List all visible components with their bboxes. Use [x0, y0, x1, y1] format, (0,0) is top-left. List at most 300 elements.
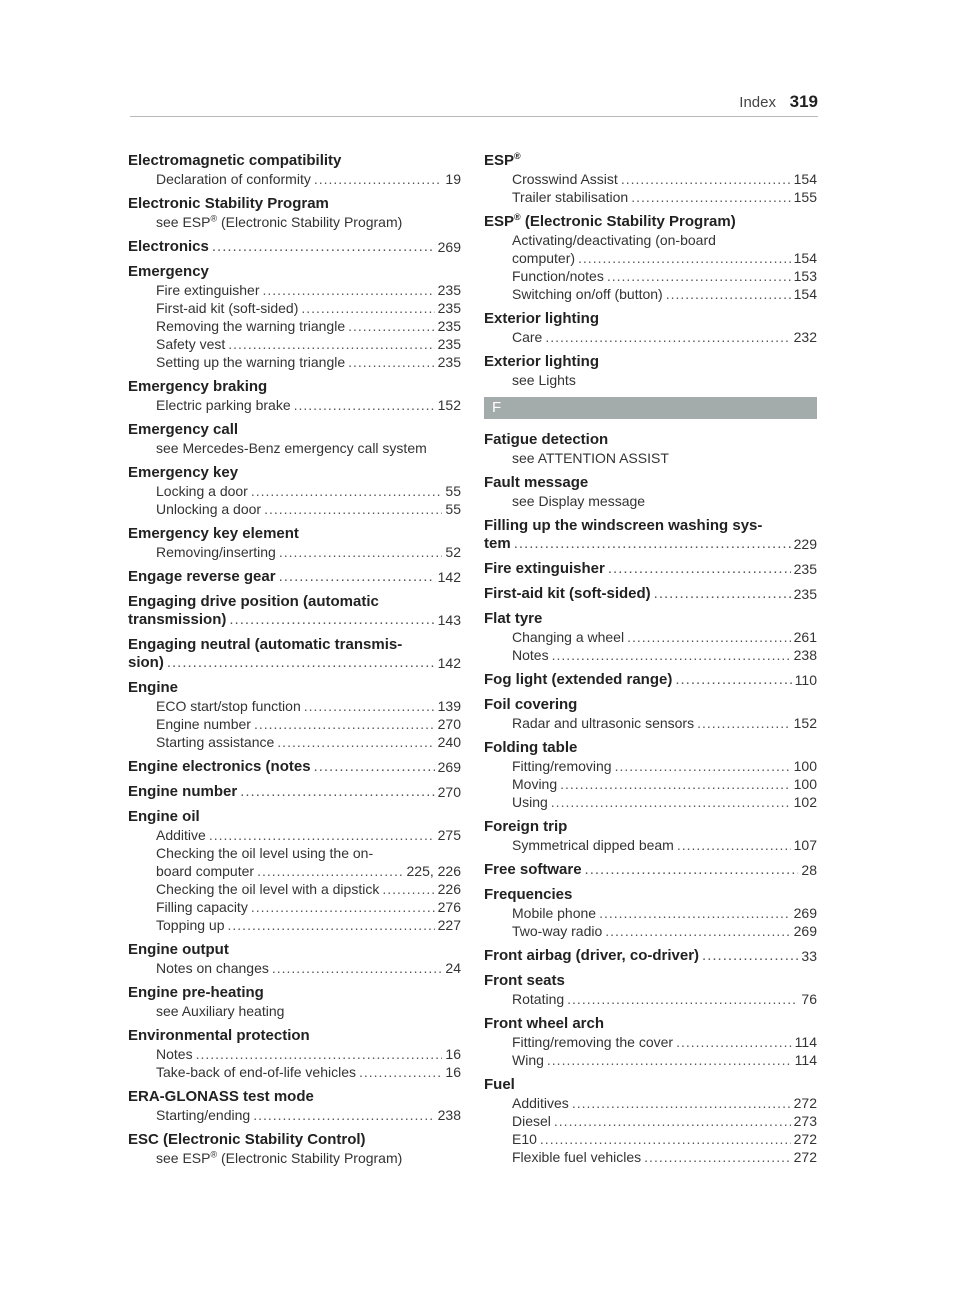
- entry-heading: [484, 818, 817, 836]
- sub-entry: [128, 335, 461, 353]
- entry-heading-text: Engine pre-heating: [128, 984, 264, 1001]
- entry-heading: [484, 474, 817, 492]
- sub-entry: [128, 500, 461, 518]
- sub-entry-text: Crosswind Assist: [512, 171, 618, 187]
- index-entry-engine-pre-heating: [128, 984, 461, 1020]
- index-entry-fuel: [484, 1076, 817, 1166]
- leader-dots: [572, 1094, 791, 1112]
- page-ref: 154: [793, 250, 817, 266]
- leader-dots: [654, 585, 791, 603]
- index-entry-esp: [484, 152, 817, 206]
- page-ref: 272: [793, 1131, 817, 1147]
- page-ref: 16: [445, 1064, 461, 1080]
- entry-heading: [484, 1076, 817, 1094]
- sub-entry-cont: [484, 249, 817, 267]
- index-entry-engine-output: [128, 941, 461, 977]
- sub-entry-text: Changing a wheel: [512, 629, 625, 645]
- page-ref: 232: [793, 329, 817, 345]
- sub-entry-text: Using: [512, 794, 548, 810]
- leader-dots: [697, 714, 791, 732]
- entry-heading-cont: [128, 654, 461, 672]
- page-ref: 100: [793, 758, 817, 774]
- leader-dots: [585, 861, 799, 879]
- leader-dots: [228, 916, 435, 934]
- entry-heading-text: ERA-GLONASS test mode: [128, 1088, 314, 1105]
- sub-entry-text: Care: [512, 329, 543, 345]
- entry-heading-text: ESP®: [484, 151, 521, 169]
- leader-dots: [228, 335, 434, 353]
- page-ref: 33: [801, 948, 817, 964]
- sub-entry: [484, 904, 817, 922]
- page-ref: 235: [437, 282, 461, 298]
- sub-entry: [128, 317, 461, 335]
- entry-heading-text: Foil covering: [484, 696, 578, 713]
- sub-entry-text: see Mercedes-Benz emergency call system: [156, 440, 427, 456]
- sub-entry-text: Fitting/removing: [512, 758, 612, 774]
- sub-entry: [128, 170, 461, 188]
- sub-entry-text: Take-back of end-of-life vehicles: [156, 1064, 356, 1080]
- leader-dots: [251, 482, 443, 500]
- entry-heading: [484, 431, 817, 449]
- entry-heading-text: Engine electronics (notes: [128, 758, 311, 775]
- page-ref: 240: [437, 734, 461, 750]
- entry-heading: [128, 1131, 461, 1149]
- sub-entry-text: Notes on changes: [156, 960, 269, 976]
- entry-heading-text: ESP® (Electronic Stability Program): [484, 212, 736, 230]
- entry-heading: [128, 783, 461, 801]
- index-entry-esc-electronic-stability-control: [128, 1131, 461, 1167]
- sub-entry-text: Checking the oil level with a dipstick: [156, 881, 380, 897]
- entry-heading-text: Engaging neutral (automatic transmis-: [128, 636, 403, 653]
- sub-entry: [128, 733, 461, 751]
- page-ref: 269: [437, 759, 461, 775]
- leader-dots: [229, 611, 434, 629]
- entry-heading-text: Engage reverse gear: [128, 568, 276, 585]
- page-ref: 154: [793, 171, 817, 187]
- sub-entry: [128, 396, 461, 414]
- leader-dots: [540, 1130, 791, 1148]
- entry-heading: [484, 861, 817, 879]
- page-ref: 152: [793, 715, 817, 731]
- entry-heading-text: Folding table: [484, 739, 578, 756]
- leader-dots: [560, 775, 791, 793]
- sub-entry-text: see Lights: [512, 372, 576, 388]
- sub-entry-text: Additives: [512, 1095, 569, 1111]
- leader-dots: [348, 317, 435, 335]
- entry-heading: [128, 808, 461, 826]
- sub-entry-text: Safety vest: [156, 336, 226, 352]
- leader-dots: [578, 249, 791, 267]
- leader-dots: [209, 826, 435, 844]
- index-entry-fog-light-extended-range: [484, 671, 817, 689]
- page-ref: 270: [437, 716, 461, 732]
- leader-dots: [666, 285, 791, 303]
- sub-entry: [484, 1112, 817, 1130]
- sub-entry-text: First-aid kit (soft-sided): [156, 300, 299, 316]
- index-entry-emergency-call: [128, 421, 461, 457]
- index-entry-fire-extinguisher: [484, 560, 817, 578]
- entry-heading-text: Frequencies: [484, 886, 573, 903]
- page-ref: 102: [793, 794, 817, 810]
- entry-heading-text: Emergency key element: [128, 525, 299, 542]
- entry-heading-cont-text: sion): [128, 654, 164, 671]
- entry-heading: [484, 671, 817, 689]
- page-ref: 19: [445, 171, 461, 187]
- sub-entry: [484, 371, 817, 389]
- index-entry-first-aid-kit-soft-sided: [484, 585, 817, 603]
- sub-entry: [128, 213, 461, 231]
- index-column-right: [484, 152, 817, 1173]
- sub-entry-text: Notes: [512, 647, 549, 663]
- page-ref: 272: [793, 1095, 817, 1111]
- sub-entry: [484, 990, 817, 1008]
- sub-entry-cont-text: board computer: [156, 863, 255, 879]
- sub-entry-text: Electric parking brake: [156, 397, 291, 413]
- leader-dots: [301, 299, 434, 317]
- entry-heading: [128, 525, 461, 543]
- page-ref: 275: [437, 827, 461, 843]
- entry-heading: [484, 947, 817, 965]
- leader-dots: [167, 654, 435, 672]
- entry-heading: [484, 213, 817, 231]
- sub-entry: [484, 231, 817, 249]
- page-ref: 235: [437, 318, 461, 334]
- entry-heading-cont: [484, 535, 817, 553]
- sub-entry: [128, 1149, 461, 1167]
- leader-dots: [675, 671, 791, 689]
- sub-entry-text: see Display message: [512, 493, 646, 509]
- sub-entry-text: E10: [512, 1131, 537, 1147]
- entry-heading-text: Fatigue detection: [484, 431, 609, 448]
- index-entry-fault-message: [484, 474, 817, 510]
- index-entry-flat-tyre: [484, 610, 817, 664]
- index-entry-emergency-key-element: [128, 525, 461, 561]
- leader-dots: [196, 1045, 443, 1063]
- entry-heading: [484, 1015, 817, 1033]
- leader-dots: [677, 836, 791, 854]
- sub-entry-text: Engine number: [156, 716, 251, 732]
- sub-entry-text: Mobile phone: [512, 905, 597, 921]
- leader-dots: [279, 543, 443, 561]
- sub-entry-cont-text: computer): [512, 250, 576, 266]
- sub-entry: [128, 697, 461, 715]
- entry-heading-text: Flat tyre: [484, 610, 543, 627]
- sub-entry: [484, 1051, 817, 1069]
- page-ref: 269: [793, 923, 817, 939]
- index-entry-front-wheel-arch: [484, 1015, 817, 1069]
- entry-heading-text: Emergency call: [128, 421, 239, 438]
- index-entry-engine-electronics-notes: [128, 758, 461, 776]
- entry-heading: [484, 696, 817, 714]
- page-ref: 143: [437, 612, 461, 628]
- sub-entry-text: Locking a door: [156, 483, 248, 499]
- sub-entry-text: Radar and ultrasonic sensors: [512, 715, 695, 731]
- leader-dots: [554, 1112, 791, 1130]
- leader-dots: [382, 880, 434, 898]
- sub-entry-text: Function/notes: [512, 268, 604, 284]
- sub-entry: [484, 922, 817, 940]
- leader-dots: [253, 1106, 434, 1124]
- page-ref: 28: [801, 862, 817, 878]
- sub-entry: [484, 328, 817, 346]
- sub-entry-text: Notes: [156, 1046, 193, 1062]
- entry-heading-cont-text: transmission): [128, 611, 227, 628]
- sub-entry-text: Removing the warning triangle: [156, 318, 346, 334]
- leader-dots: [547, 1051, 792, 1069]
- sub-entry-text: Checking the oil level using the on-: [156, 845, 374, 861]
- sub-entry: [128, 299, 461, 317]
- leader-dots: [348, 353, 435, 371]
- sub-entry-text: Topping up: [156, 917, 225, 933]
- page-ref: 272: [793, 1149, 817, 1165]
- page-ref: 114: [794, 1034, 817, 1050]
- entry-heading: [128, 984, 461, 1002]
- leader-dots: [545, 328, 790, 346]
- sub-entry: [128, 1002, 461, 1020]
- leader-dots: [552, 646, 791, 664]
- entry-heading: [128, 636, 461, 654]
- index-entry-esp-electronic-stability-program: [484, 213, 817, 303]
- entry-heading: [128, 1088, 461, 1106]
- index-entry-front-seats: [484, 972, 817, 1008]
- page-ref: 261: [793, 629, 817, 645]
- sub-entry: [484, 267, 817, 285]
- page-ref: 238: [793, 647, 817, 663]
- page-ref: 269: [437, 239, 461, 255]
- index-entry-fatigue-detection: [484, 431, 817, 467]
- entry-heading-text: Engine output: [128, 941, 229, 958]
- entry-heading-text: Fault message: [484, 474, 589, 491]
- index-entry-emergency: [128, 263, 461, 371]
- index-entry-frequencies: [484, 886, 817, 940]
- sub-entry: [128, 543, 461, 561]
- index-entry-engaging-drive-position-automatic: [128, 593, 461, 629]
- page-ref: 142: [437, 655, 461, 671]
- page-ref: 270: [437, 784, 461, 800]
- sub-entry: [484, 170, 817, 188]
- index-entry-free-software: [484, 861, 817, 879]
- sub-entry: [128, 1045, 461, 1063]
- entry-heading: [128, 593, 461, 611]
- entry-heading: [128, 679, 461, 697]
- entry-heading: [484, 739, 817, 757]
- sub-entry: [128, 898, 461, 916]
- leader-dots: [599, 904, 791, 922]
- sub-entry-text: Declaration of conformity: [156, 171, 311, 187]
- header-label: Index: [739, 94, 776, 111]
- entry-heading-text: Fog light (extended range): [484, 671, 673, 688]
- sub-entry-text: Fire extinguisher: [156, 282, 260, 298]
- entry-heading: [128, 758, 461, 776]
- index-entry-engine-number: [128, 783, 461, 801]
- page-ref: 139: [437, 698, 461, 714]
- sub-entry-text: Diesel: [512, 1113, 551, 1129]
- sub-entry: [128, 959, 461, 977]
- page-ref: 114: [794, 1052, 817, 1068]
- sub-entry-text: Additive: [156, 827, 206, 843]
- sub-entry: [484, 1130, 817, 1148]
- sub-entry: [484, 285, 817, 303]
- page-ref: 52: [445, 544, 461, 560]
- index-entry-era-glonass-test-mode: [128, 1088, 461, 1124]
- entry-heading-text: Engaging drive position (automatic: [128, 593, 379, 610]
- page-ref: 153: [793, 268, 817, 284]
- entry-heading: [128, 263, 461, 281]
- leader-dots: [644, 1148, 790, 1166]
- sub-entry-text: Unlocking a door: [156, 501, 262, 517]
- sub-entry: [128, 826, 461, 844]
- index-entry-electromagnetic-compatibility: [128, 152, 461, 188]
- sub-entry: [128, 880, 461, 898]
- page-ref: 225, 226: [406, 863, 461, 879]
- entry-heading: [128, 941, 461, 959]
- index-entry-foreign-trip: [484, 818, 817, 854]
- entry-heading: [484, 152, 817, 170]
- sub-entry-text: Switching on/off (button): [512, 286, 663, 302]
- sub-entry-text: Rotating: [512, 991, 565, 1007]
- sub-entry-cont: [128, 862, 461, 880]
- page-ref: 227: [437, 917, 461, 933]
- entry-heading: [128, 1027, 461, 1045]
- sub-entry-text: Symmetrical dipped beam: [512, 837, 674, 853]
- index-entry-electronic-stability-program: [128, 195, 461, 231]
- sub-entry: [484, 492, 817, 510]
- sub-entry: [484, 646, 817, 664]
- sub-entry-text: Wing: [512, 1052, 544, 1068]
- page-ref: 273: [793, 1113, 817, 1129]
- page-ref: 142: [437, 569, 461, 585]
- leader-dots: [702, 947, 798, 965]
- leader-dots: [608, 560, 791, 578]
- sub-entry: [128, 281, 461, 299]
- index-entry-engine-oil: [128, 808, 461, 934]
- leader-dots: [514, 535, 791, 553]
- index-group-e: [484, 152, 817, 389]
- sub-entry-text: Flexible fuel vehicles: [512, 1149, 642, 1165]
- index-column-left: [128, 152, 461, 1174]
- sub-entry: [484, 836, 817, 854]
- sub-entry-text: Two-way radio: [512, 923, 603, 939]
- entry-heading: [484, 972, 817, 990]
- page-ref: 235: [437, 354, 461, 370]
- page-number: 319: [789, 92, 818, 111]
- page-ref: 276: [437, 899, 461, 915]
- page-ref: 238: [437, 1107, 461, 1123]
- sub-entry-text: see ESP® (Electronic Stability Program): [156, 1149, 403, 1166]
- sub-entry-text: see Auxiliary heating: [156, 1003, 285, 1019]
- entry-heading-text: Emergency: [128, 263, 209, 280]
- index-entry-engage-reverse-gear: [128, 568, 461, 586]
- page-ref: 55: [445, 501, 461, 517]
- sub-entry: [484, 793, 817, 811]
- leader-dots: [359, 1063, 442, 1081]
- entry-heading-text: Fire extinguisher: [484, 560, 605, 577]
- page-ref: 235: [793, 586, 817, 602]
- entry-heading-text: Environmental protection: [128, 1027, 310, 1044]
- sub-entry-text: Removing/inserting: [156, 544, 276, 560]
- entry-heading-text: Emergency braking: [128, 378, 268, 395]
- entry-heading-text: Fuel: [484, 1076, 515, 1093]
- page-ref: 229: [793, 536, 817, 552]
- page-ref: 154: [793, 286, 817, 302]
- sub-entry: [484, 628, 817, 646]
- sub-entry-text: Moving: [512, 776, 558, 792]
- entry-heading-text: Exterior lighting: [484, 310, 600, 327]
- entry-heading: [128, 464, 461, 482]
- page-ref: 235: [793, 561, 817, 577]
- entry-heading: [128, 568, 461, 586]
- page-header: [130, 92, 818, 117]
- page-ref: 16: [445, 1046, 461, 1062]
- entry-heading-text: Free software: [484, 861, 582, 878]
- sub-entry-text: Setting up the warning triangle: [156, 354, 346, 370]
- entry-heading-text: Filling up the windscreen washing sys-: [484, 517, 763, 534]
- leader-dots: [257, 862, 403, 880]
- entry-heading: [484, 517, 817, 535]
- sub-entry: [128, 844, 461, 862]
- sub-entry: [484, 1094, 817, 1112]
- sub-entry-text: see ATTENTION ASSIST: [512, 450, 669, 466]
- entry-heading: [484, 585, 817, 603]
- sub-entry: [128, 482, 461, 500]
- sub-entry: [128, 353, 461, 371]
- leader-dots: [277, 733, 434, 751]
- entry-heading-text: First-aid kit (soft-sided): [484, 585, 651, 602]
- entry-heading-text: Engine: [128, 679, 179, 696]
- index-entry-engaging-neutral-automatic-transmis: [128, 636, 461, 672]
- entry-heading: [128, 238, 461, 256]
- page-ref: 24: [445, 960, 461, 976]
- entry-heading-cont-text: tem: [484, 535, 511, 552]
- entry-heading-text: Engine number: [128, 783, 238, 800]
- sub-entry: [484, 449, 817, 467]
- sub-entry: [128, 715, 461, 733]
- index-entry-engine: [128, 679, 461, 751]
- page-ref: 55: [445, 483, 461, 499]
- leader-dots: [264, 500, 442, 518]
- leader-dots: [615, 757, 791, 775]
- index-entry-emergency-key: [128, 464, 461, 518]
- sub-entry: [484, 775, 817, 793]
- index-entry-exterior-lighting: [484, 353, 817, 389]
- leader-dots: [627, 628, 791, 646]
- page-ref: 100: [793, 776, 817, 792]
- index-entry-electronics: [128, 238, 461, 256]
- section-header-f: F: [484, 397, 817, 419]
- sub-entry-text: Starting/ending: [156, 1107, 251, 1123]
- leader-dots: [676, 1033, 792, 1051]
- leader-dots: [294, 396, 435, 414]
- page-ref: 155: [793, 189, 817, 205]
- entry-heading-text: Engine oil: [128, 808, 200, 825]
- sub-entry-text: see ESP® (Electronic Stability Program): [156, 213, 403, 230]
- leader-dots: [263, 281, 435, 299]
- entry-heading-text: Electronics: [128, 238, 209, 255]
- entry-heading: [484, 353, 817, 371]
- sub-entry: [128, 1063, 461, 1081]
- leader-dots: [304, 697, 435, 715]
- entry-heading: [128, 195, 461, 213]
- page-ref: 269: [793, 905, 817, 921]
- sub-entry: [128, 916, 461, 934]
- entry-heading: [128, 378, 461, 396]
- leader-dots: [279, 568, 435, 586]
- index-entry-emergency-braking: [128, 378, 461, 414]
- leader-dots: [272, 959, 443, 977]
- leader-dots: [621, 170, 791, 188]
- leader-dots: [314, 758, 435, 776]
- entry-heading-text: Front airbag (driver, co-driver): [484, 947, 700, 964]
